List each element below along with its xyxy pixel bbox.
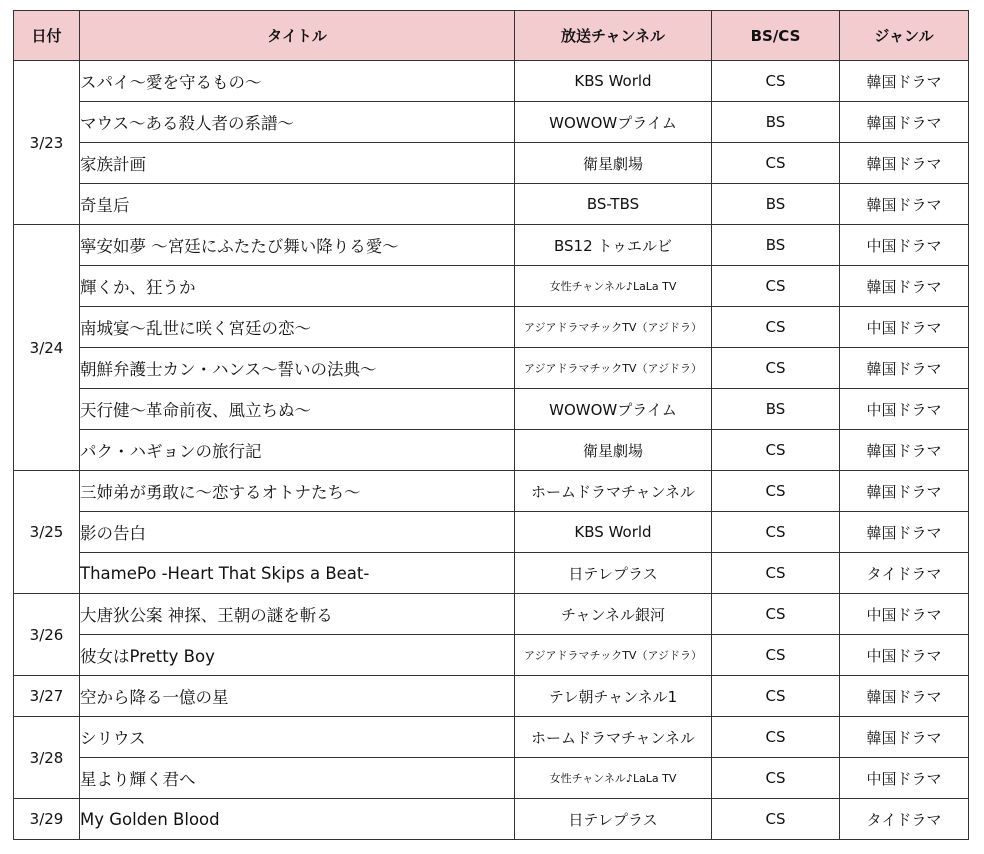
title-cell: 奇皇后 — [80, 184, 515, 225]
title-cell: 輝くか、狂うか — [80, 266, 515, 307]
table-row — [14, 635, 969, 676]
table-row — [14, 512, 969, 553]
genre-cell: 中国ドラマ — [840, 225, 969, 266]
header-bscs: BS/CS — [712, 11, 840, 61]
title-cell: 寧安如夢 ～宮廷にふたたび舞い降りる愛～ — [80, 225, 515, 266]
table-header — [14, 11, 969, 61]
table-row — [14, 61, 969, 102]
channel-cell: 衛星劇場 — [515, 143, 712, 184]
bscs-cell: CS — [712, 471, 840, 512]
genre-cell: 韓国ドラマ — [840, 676, 969, 717]
bscs-cell: BS — [712, 389, 840, 430]
table-row — [14, 594, 969, 635]
table-row — [14, 717, 969, 758]
table-row — [14, 266, 969, 307]
date-cell: 3/24 — [14, 225, 80, 471]
genre-cell: 韓国ドラマ — [840, 266, 969, 307]
date-cell: 3/25 — [14, 471, 80, 594]
table-row — [14, 348, 969, 389]
bscs-cell: CS — [712, 758, 840, 799]
bscs-cell: CS — [712, 635, 840, 676]
channel-cell: アジアドラマチックTV（アジドラ） — [515, 635, 712, 676]
genre-cell: 中国ドラマ — [840, 758, 969, 799]
genre-cell: 韓国ドラマ — [840, 430, 969, 471]
bscs-cell: CS — [712, 676, 840, 717]
title-cell: 三姉弟が勇敢に～恋するオトナたち～ — [80, 471, 515, 512]
genre-cell: 韓国ドラマ — [840, 184, 969, 225]
genre-cell: 中国ドラマ — [840, 635, 969, 676]
channel-cell: ホームドラマチャンネル — [515, 471, 712, 512]
bscs-cell: BS — [712, 184, 840, 225]
title-cell: 影の告白 — [80, 512, 515, 553]
bscs-cell: CS — [712, 307, 840, 348]
title-cell: 空から降る一億の星 — [80, 676, 515, 717]
channel-cell: 女性チャンネル♪LaLa TV — [515, 266, 712, 307]
table-row — [14, 676, 969, 717]
table-row — [14, 307, 969, 348]
table-row — [14, 430, 969, 471]
channel-cell: 日テレプラス — [515, 799, 712, 840]
bscs-cell: CS — [712, 143, 840, 184]
channel-cell: ホームドラマチャンネル — [515, 717, 712, 758]
date-cell: 3/29 — [14, 799, 80, 840]
channel-cell: WOWOWプライム — [515, 102, 712, 143]
channel-cell: アジアドラマチックTV（アジドラ） — [515, 307, 712, 348]
bscs-cell: CS — [712, 266, 840, 307]
channel-cell: アジアドラマチックTV（アジドラ） — [515, 348, 712, 389]
channel-cell: 日テレプラス — [515, 553, 712, 594]
bscs-cell: CS — [712, 553, 840, 594]
title-cell: シリウス — [80, 717, 515, 758]
genre-cell: 韓国ドラマ — [840, 471, 969, 512]
table-row — [14, 102, 969, 143]
bscs-cell: BS — [712, 225, 840, 266]
broadcast-schedule-table — [13, 10, 969, 840]
genre-cell: 中国ドラマ — [840, 389, 969, 430]
title-cell: 大唐狄公案 神探、王朝の謎を斬る — [80, 594, 515, 635]
table-row — [14, 143, 969, 184]
channel-cell: BS-TBS — [515, 184, 712, 225]
title-cell: 朝鮮弁護士カン・ハンス～誓いの法典～ — [80, 348, 515, 389]
date-cell: 3/23 — [14, 61, 80, 225]
channel-cell: 衛星劇場 — [515, 430, 712, 471]
table-row — [14, 553, 969, 594]
genre-cell: 中国ドラマ — [840, 307, 969, 348]
genre-cell: 韓国ドラマ — [840, 143, 969, 184]
table-body — [14, 61, 969, 840]
title-cell: ThamePo -Heart That Skips a Beat- — [80, 553, 515, 594]
header-date: 日付 — [14, 11, 80, 61]
channel-cell: BS12 トゥエルビ — [515, 225, 712, 266]
bscs-cell: CS — [712, 799, 840, 840]
bscs-cell: CS — [712, 430, 840, 471]
bscs-cell: CS — [712, 348, 840, 389]
genre-cell: タイドラマ — [840, 799, 969, 840]
title-cell: パク・ハギョンの旅行記 — [80, 430, 515, 471]
genre-cell: 韓国ドラマ — [840, 717, 969, 758]
title-cell: 星より輝く君へ — [80, 758, 515, 799]
title-cell: 天行健～革命前夜、風立ちぬ～ — [80, 389, 515, 430]
table-row — [14, 799, 969, 840]
table-row — [14, 758, 969, 799]
channel-cell: KBS World — [515, 512, 712, 553]
title-cell: 家族計画 — [80, 143, 515, 184]
table-row — [14, 389, 969, 430]
bscs-cell: CS — [712, 594, 840, 635]
genre-cell: 韓国ドラマ — [840, 512, 969, 553]
header-channel: 放送チャンネル — [515, 11, 712, 61]
table-row — [14, 184, 969, 225]
date-cell: 3/27 — [14, 676, 80, 717]
genre-cell: 韓国ドラマ — [840, 102, 969, 143]
title-cell: My Golden Blood — [80, 799, 515, 840]
title-cell: マウス～ある殺人者の系譜～ — [80, 102, 515, 143]
channel-cell: WOWOWプライム — [515, 389, 712, 430]
header-row — [14, 11, 969, 61]
table-row — [14, 225, 969, 266]
header-title: タイトル — [80, 11, 515, 61]
channel-cell: KBS World — [515, 61, 712, 102]
channel-cell: テレ朝チャンネル1 — [515, 676, 712, 717]
genre-cell: 韓国ドラマ — [840, 348, 969, 389]
genre-cell: タイドラマ — [840, 553, 969, 594]
genre-cell: 中国ドラマ — [840, 594, 969, 635]
bscs-cell: BS — [712, 102, 840, 143]
title-cell: スパイ～愛を守るもの～ — [80, 61, 515, 102]
header-genre: ジャンル — [840, 11, 969, 61]
date-cell: 3/26 — [14, 594, 80, 676]
title-cell: 彼女はPretty Boy — [80, 635, 515, 676]
table-row — [14, 471, 969, 512]
bscs-cell: CS — [712, 512, 840, 553]
bscs-cell: CS — [712, 717, 840, 758]
genre-cell: 韓国ドラマ — [840, 61, 969, 102]
title-cell: 南城宴～乱世に咲く宮廷の恋～ — [80, 307, 515, 348]
channel-cell: チャンネル銀河 — [515, 594, 712, 635]
channel-cell: 女性チャンネル♪LaLa TV — [515, 758, 712, 799]
bscs-cell: CS — [712, 61, 840, 102]
date-cell: 3/28 — [14, 717, 80, 799]
